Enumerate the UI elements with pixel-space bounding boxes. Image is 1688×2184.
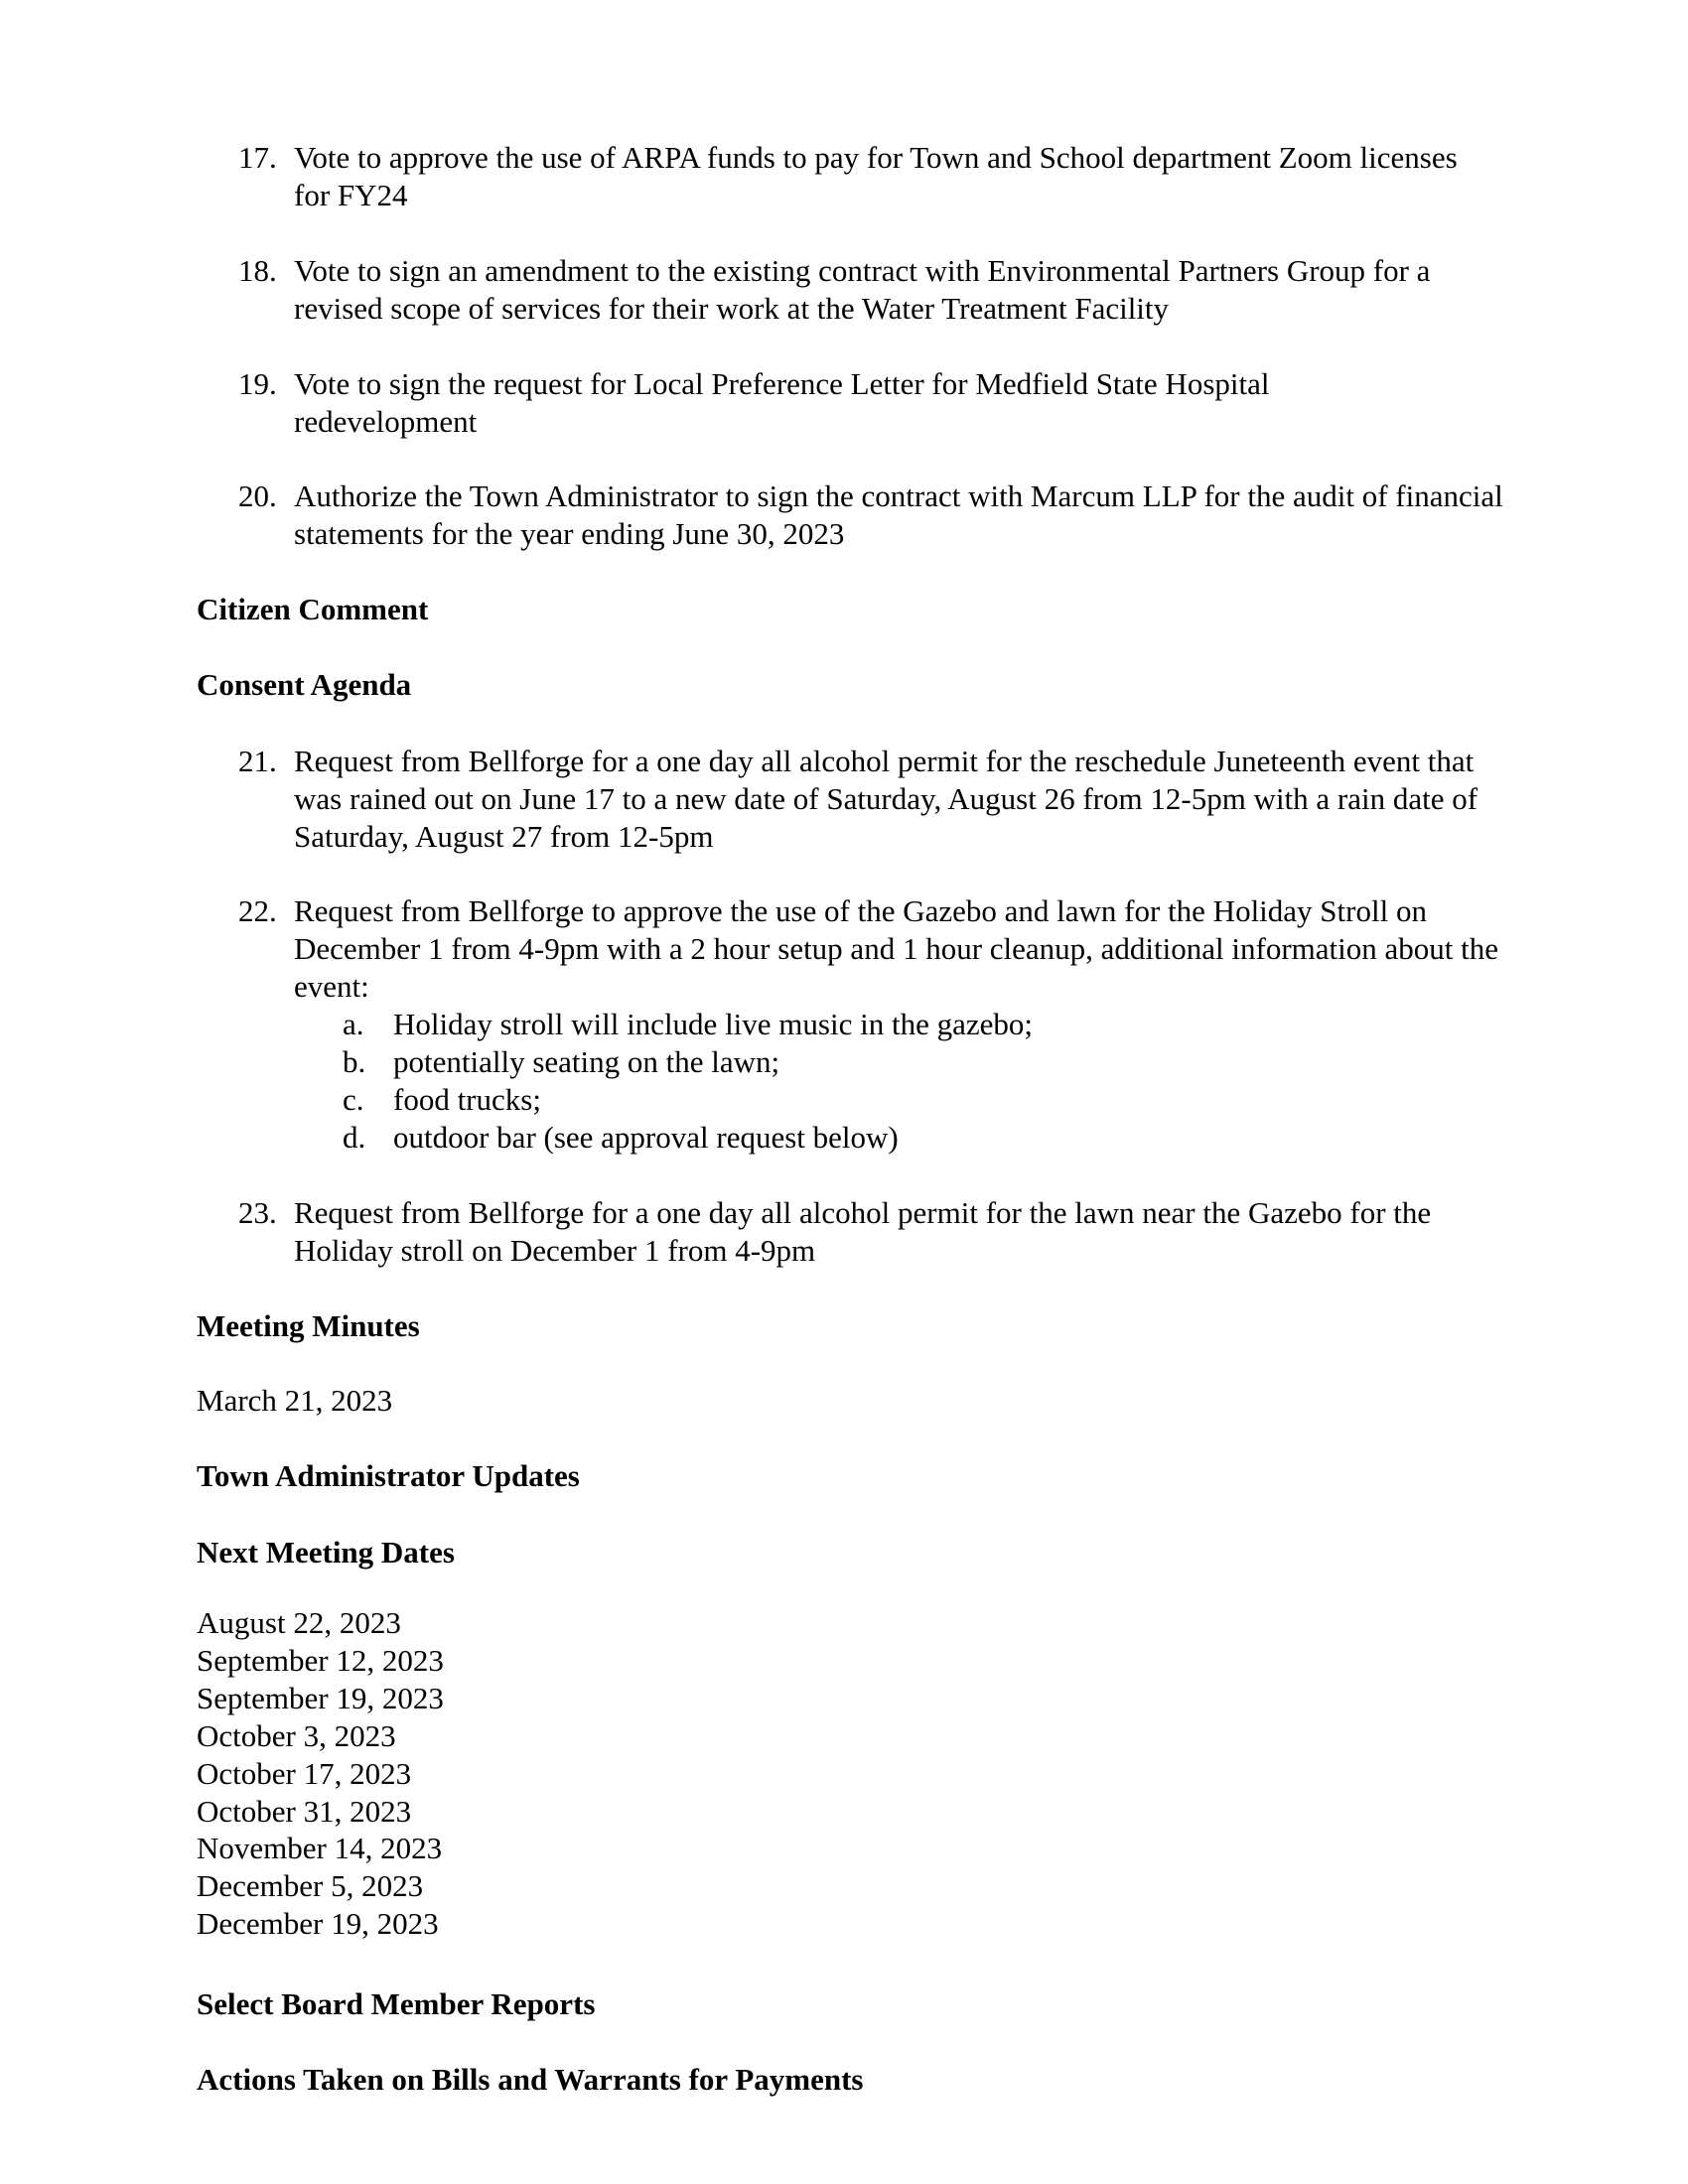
meeting-date: September 12, 2023 [197,1642,444,1678]
section-heading-consent-agenda: Consent Agenda [197,667,412,702]
section-heading-actions-taken: Actions Taken on Bills and Warrants for Payments [197,2062,864,2097]
subitem-letter: c. [343,1082,364,1117]
meeting-date: November 14, 2023 [197,1831,443,1866]
item-number: 17. [238,140,277,175]
item-text: Request from Bellforge to approve the use of the Gazebo and lawn for the Holiday Stroll on December 1 from 4-9pm with a 2 hour setup and 1 hour cleanup, additional information about the event: [294,893,1498,1004]
item-text: Vote to approve the use of ARPA funds to pay for Town and School department Zoom licenses for FY24 [294,140,1458,212]
item-text: Vote to sign an amendment to the existing contract with Environmental Partners Group for a revised scope of services for their work at the Water Treatment Facility [294,253,1431,326]
subitem-letter: d. [343,1120,366,1155]
item-number: 22. [238,893,277,928]
subitem-text: outdoor bar (see approval request below) [393,1120,899,1155]
item-number: 20. [238,478,277,513]
subitem-text: Holiday stroll will include live music in the gazebo; [393,1007,1033,1041]
item-number: 23. [238,1195,277,1230]
item-number: 19. [238,366,277,401]
item-number: 18. [238,253,277,288]
meeting-minutes-date: March 21, 2023 [197,1383,393,1418]
meeting-date: December 19, 2023 [197,1906,439,1942]
meeting-date: September 19, 2023 [197,1680,444,1715]
next-meeting-dates-list [197,1604,444,1943]
item-number: 21. [238,744,277,778]
meeting-date: December 5, 2023 [197,1868,424,1904]
meeting-date: August 22, 2023 [197,1605,401,1640]
meeting-date: October 31, 2023 [197,1793,412,1829]
item-text: Request from Bellforge for a one day all alcohol permit for the reschedule Juneteenth event that was rained out on June 17 to a new date of Saturday, August 26 from 12-5pm with a rain date of Saturday, August 27 from 12-5pm [294,744,1478,854]
meeting-date: October 3, 2023 [197,1717,396,1753]
subitem-text: food trucks; [393,1082,541,1117]
subitem-text: potentially seating on the lawn; [393,1044,780,1079]
subitem-letter: b. [343,1044,366,1079]
section-heading-next-meeting-dates: Next Meeting Dates [197,1535,455,1570]
section-heading-town-administrator-updates: Town Administrator Updates [197,1458,580,1493]
item-text: Authorize the Town Administrator to sign the contract with Marcum LLP for the audit of financial statements for the year ending June 30, 2023 [294,478,1503,551]
meeting-date: October 17, 2023 [197,1755,412,1791]
section-heading-meeting-minutes: Meeting Minutes [197,1308,420,1343]
item-text: Vote to sign the request for Local Preference Letter for Medfield State Hospital redevelopment [294,366,1270,439]
subitem-letter: a. [343,1007,364,1041]
section-heading-citizen-comment: Citizen Comment [197,592,429,626]
section-heading-select-board-member-reports: Select Board Member Reports [197,1986,596,2021]
item-text: Request from Bellforge for a one day all alcohol permit for the lawn near the Gazebo for the Holiday stroll on December 1 from 4-9pm [294,1195,1432,1268]
